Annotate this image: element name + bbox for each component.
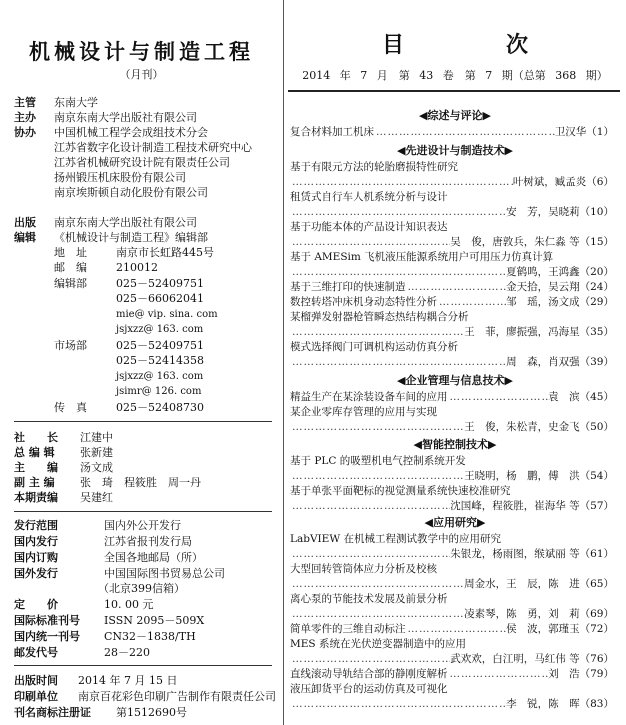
article-title[interactable]: 租赁式自行车人机系统分析与设计 [290, 191, 448, 203]
article-authors: 王 俊，朱松青，史金飞（50） [464, 421, 614, 433]
address-value: 南京市长虹路445号 [116, 246, 214, 259]
value: 吴建红 [80, 491, 113, 504]
value: CN32－1838/TH [104, 630, 196, 643]
section-heading: ◀先进设计与制造技术▶ [397, 144, 513, 157]
article-title: 数控转塔冲床机身动态特性分析 [290, 296, 437, 308]
article-authors: 夏鹤鸣，王鸿鑫（20） [506, 266, 614, 278]
market-email: jsimr@ 126. com [116, 386, 202, 397]
toc-entry[interactable] [290, 295, 614, 309]
value: 2014 年 7 月 15 日 [78, 674, 178, 687]
value: 江建中 [80, 431, 113, 444]
article-title[interactable]: 基于单张平面靶标的视觉测量系统快速校准研究 [290, 485, 511, 497]
article-authors: 叶树斌，臧孟炎（6） [512, 176, 614, 188]
market-label: 市场部 [54, 339, 87, 352]
toc-entry-authors [290, 652, 614, 666]
article-title[interactable]: LabVIEW 在机械工程测试教学中的应用研究 [290, 533, 501, 545]
label: 主办 [14, 111, 36, 124]
label: 印刷单位 [14, 690, 58, 703]
article-title[interactable]: 基于 AMESim 飞机液压能源系统用户可用压力仿真计算 [290, 251, 554, 263]
toc-entry-authors [290, 577, 614, 591]
label: 出版时间 [14, 674, 58, 687]
separator [288, 90, 620, 92]
editorial-label: 编辑部 [54, 277, 87, 290]
label: 刊名商标注册证 [14, 706, 91, 719]
article-authors: 吴 俊，唐敦兵，朱仁淼 等（15） [450, 236, 614, 248]
value: 张新建 [80, 446, 113, 459]
separator [14, 421, 272, 422]
market-phone: 025－52414358 [116, 354, 204, 367]
value: 南京百花彩色印刷广告制作有限责任公司 [78, 690, 276, 703]
issue-info: 2014 年 7 月 第 43 卷 第 7 期（总第 368 期） [302, 69, 608, 82]
article-authors: 邹 瑶，汤文成（29） [506, 296, 614, 308]
article-title[interactable]: 某企业零库存管理的应用与实现 [290, 406, 437, 418]
label: 邮发代号 [14, 646, 58, 659]
label: 社 长 [14, 431, 58, 444]
article-title[interactable]: 某榴弹发射器枪管瞬态热结构耦合分析 [290, 311, 469, 323]
label: 本期责编 [14, 491, 58, 504]
label: 国外发行 [14, 567, 58, 580]
toc-entry-authors [290, 265, 614, 279]
value: 南京东南大学出版社有限公司 [54, 216, 197, 229]
toc-entry-authors [290, 469, 614, 483]
article-title[interactable]: MES 系统在光伏逆变器制造中的应用 [290, 638, 466, 650]
article-authors: 周金水，王 辰，陈 进（65） [464, 578, 614, 590]
article-authors: 金天拾，吴云翔（24） [506, 281, 614, 293]
label: 主管 [14, 96, 36, 109]
postcode-label: 邮 编 [54, 261, 87, 274]
value: 《机械设计与制造工程》编辑部 [54, 231, 208, 244]
toc-entry-authors [290, 697, 614, 711]
toc-title: 目 次 [381, 33, 568, 58]
article-authors: 刘 浩（79） [548, 668, 614, 680]
journal-frequency: （月刊） [119, 68, 164, 81]
value: 张 琦 程筱胜 周一丹 [80, 476, 201, 489]
article-authors: 朱银龙，杨雨图，缑斌丽 等（61） [450, 548, 614, 560]
value: 汤文成 [80, 461, 113, 474]
article-authors: 王晓明，杨 鹏，傅 洪（54） [464, 470, 614, 482]
label: 发行范围 [14, 519, 58, 532]
toc-entry[interactable] [290, 622, 614, 636]
article-authors: 凌素琴，陈 勇，刘 莉（69） [464, 608, 614, 620]
toc-entry-authors [290, 235, 614, 249]
editorial-phone: 025－52409751 [116, 277, 204, 290]
fax-label: 传 真 [54, 401, 87, 414]
editorial-email: mie@ vip. sina. com [116, 309, 218, 320]
separator [14, 665, 272, 666]
article-title[interactable]: 液压卸货平台的运动仿真及可视化 [290, 683, 448, 695]
article-authors: 袁 滨（45） [548, 391, 614, 403]
xieban-line: 南京埃斯顿自动化股份有限公司 [54, 186, 208, 199]
article-authors: 王 菲，廖振强，冯海星（35） [464, 326, 614, 338]
toc-entry-authors [290, 499, 614, 513]
postcode-value: 210012 [116, 261, 158, 274]
article-title: 简单零件的三维自动标注 [290, 623, 406, 635]
editorial-phone: 025－66062041 [116, 292, 204, 305]
section-heading: ◀应用研究▶ [424, 516, 486, 529]
label: 协办 [14, 126, 36, 139]
article-authors: 武欢欢，白江明，马红伟 等（76） [450, 653, 614, 665]
article-title[interactable]: 基于 PLC 的吸塑机电气控制系统开发 [290, 455, 466, 467]
article-title[interactable]: 离心泵的节能技术发展及前景分析 [290, 593, 448, 605]
value: 第1512690号 [116, 706, 187, 719]
value: 中国机械工程学会成组技术分会 [54, 126, 208, 139]
label: 出版 [14, 216, 36, 229]
label: 国际标准刊号 [14, 614, 80, 627]
market-email: jsjxzz@ 163. com [116, 371, 204, 382]
label: 国内统一刊号 [14, 630, 80, 643]
value: （北京399信箱） [98, 582, 185, 595]
article-authors: 周 森，肖双强（39） [506, 356, 614, 368]
journal-title: 机械设计与制造工程 [29, 40, 254, 64]
article-title: 精益生产在某涂装设备车间的应用 [290, 391, 448, 403]
value: 南京东南大学出版社有限公司 [54, 111, 197, 124]
toc-entry[interactable] [290, 667, 614, 681]
toc-entry[interactable] [290, 280, 614, 294]
label: 国内发行 [14, 535, 58, 548]
toc-entry-authors [290, 175, 614, 189]
value: ISSN 2095－509X [104, 614, 205, 627]
xieban-line: 江苏省数字化设计制造工程技术研究中心 [54, 141, 252, 154]
article-authors: 卫汉华（1） [554, 126, 614, 138]
article-authors: 侯 波，郭瑾玉（72） [506, 623, 614, 635]
value: 国内外公开发行 [104, 519, 181, 532]
label: 副 主 编 [14, 476, 55, 489]
article-title[interactable]: 基于有限元方法的轮胎磨损特性研究 [290, 161, 458, 173]
label: 主 编 [14, 461, 58, 474]
label: 总 编 辑 [14, 446, 55, 459]
article-title[interactable]: 模式选择阀门可调机构运动仿真分析 [290, 341, 458, 353]
value: 江苏省报刊发行局 [104, 535, 192, 548]
value: 全国各地邮局（所） [104, 551, 203, 564]
value: 中国国际图书贸易总公司 [104, 567, 225, 580]
toc-entry-authors [290, 607, 614, 621]
article-title[interactable]: 基于功能本体的产品设计知识表达 [290, 221, 448, 233]
fax-value: 025－52408730 [116, 401, 204, 414]
article-authors: 李 锐，陈 晖（83） [506, 698, 614, 710]
section-heading: ◀企业管理与信息技术▶ [397, 374, 513, 387]
xieban-line: 江苏省机械研究设计院有限责任公司 [54, 156, 230, 169]
separator [14, 511, 272, 512]
toc-entry[interactable] [290, 125, 614, 139]
article-title: 直线滚动导轨结合部的静刚度解析 [290, 668, 448, 680]
toc-entry-authors [290, 420, 614, 434]
article-title: 基于三维打印的快速制造 [290, 281, 406, 293]
editorial-email: jsjxzz@ 163. com [116, 324, 204, 335]
xieban-line: 扬州锻压机床股份有限公司 [54, 171, 186, 184]
masthead-column [0, 0, 283, 725]
value: 10. 00 元 [104, 598, 154, 611]
address-label: 地 址 [54, 246, 87, 259]
section-heading: ◀综述与评论▶ [419, 109, 491, 122]
value: 东南大学 [54, 96, 98, 109]
market-phone: 025－52409751 [116, 339, 204, 352]
toc-entry-authors [290, 547, 614, 561]
toc-column [284, 0, 626, 725]
article-authors: 沈国峰，程筱胜，崔海华 等（57） [450, 500, 614, 512]
toc-entry-authors [290, 205, 614, 219]
label: 国内订购 [14, 551, 58, 564]
toc-entry[interactable] [290, 390, 614, 404]
article-title[interactable]: 大型回转管筒体应力分析及校核 [290, 563, 437, 575]
toc-entry-authors [290, 355, 614, 369]
label: 定 价 [14, 598, 58, 611]
label: 编辑 [14, 231, 36, 244]
article-title: 复合材料加工机床 [290, 126, 374, 138]
section-heading: ◀智能控制技术▶ [413, 438, 497, 451]
value: 28－220 [104, 646, 150, 659]
article-authors: 安 芳，吴晓莉（10） [506, 206, 614, 218]
toc-entry-authors [290, 325, 614, 339]
